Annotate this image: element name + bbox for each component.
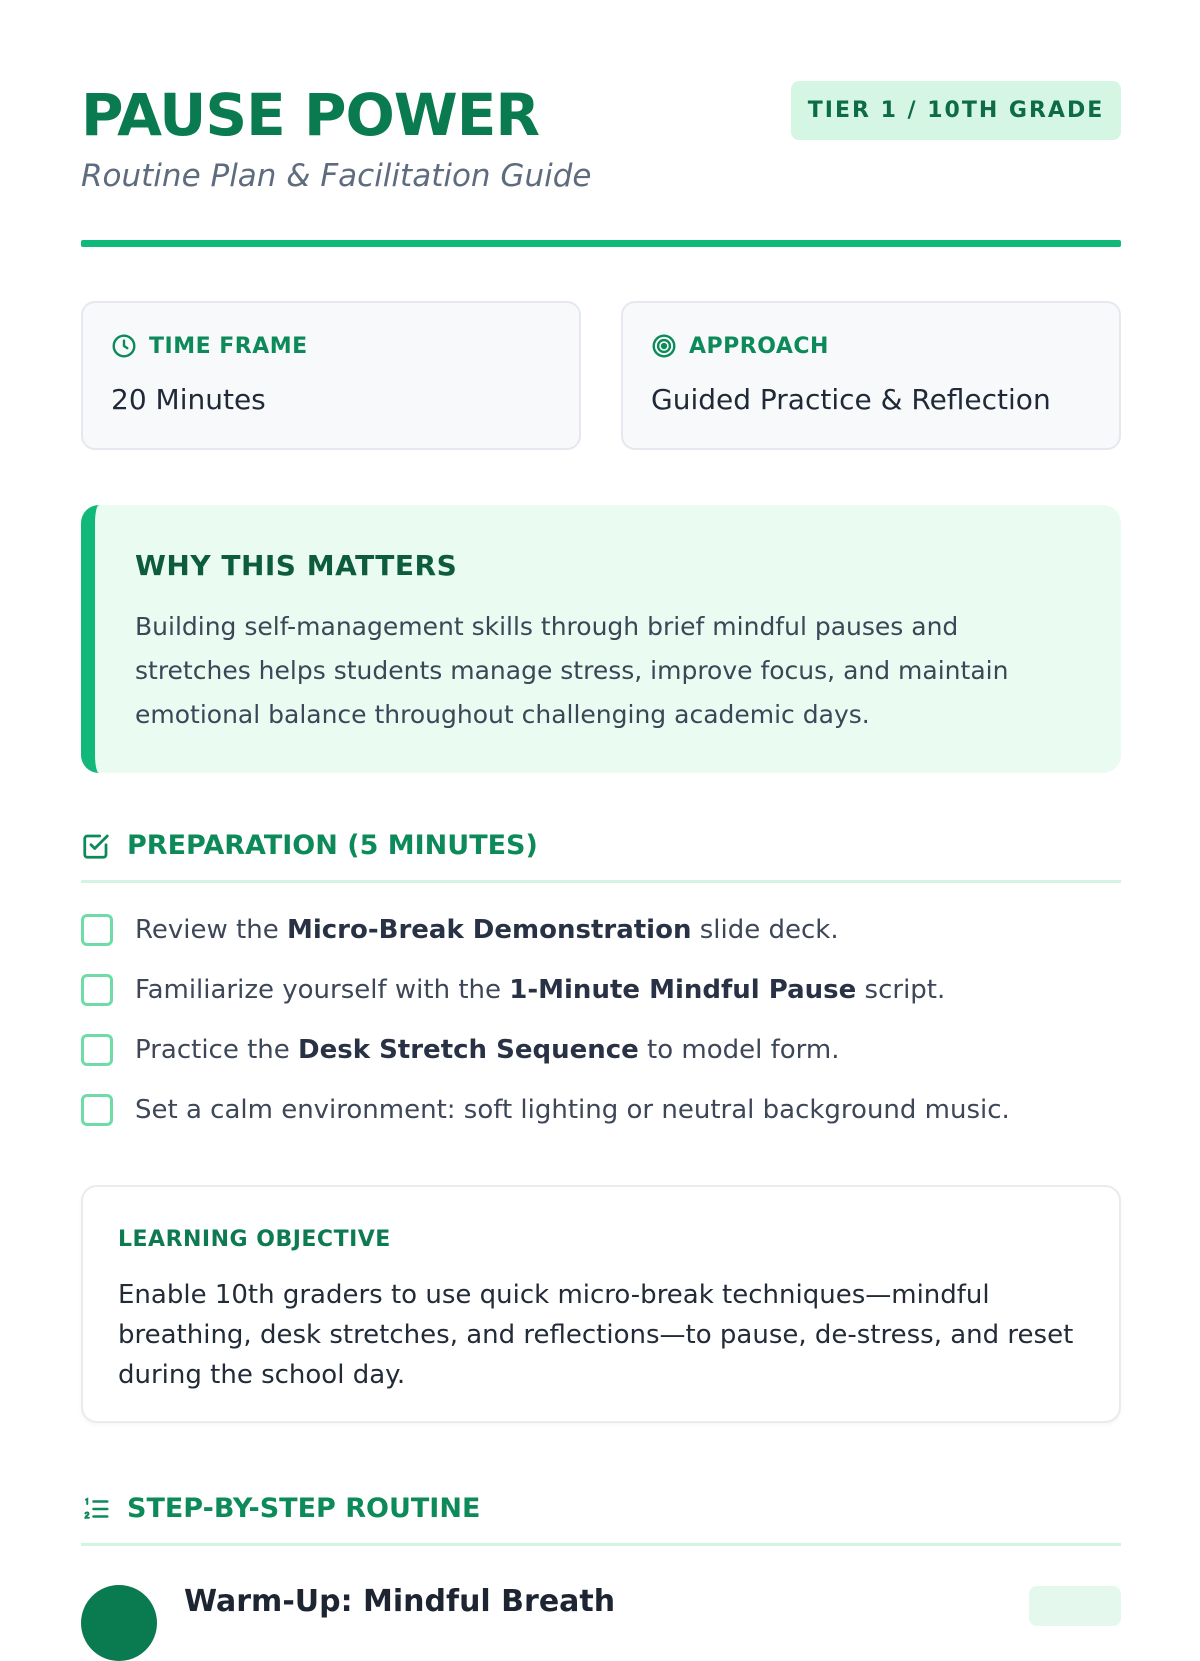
step-title: Warm-Up: Mindful Breath: [184, 1584, 616, 1619]
objective-text: Enable 10th graders to use quick micro-break techniques—mindful breathing, desk stretches, and reflections—to pause, de-stress, and reset during the school day.: [118, 1280, 1074, 1390]
numbered-list-icon: [81, 1494, 111, 1524]
document-page: [81, 0, 1121, 1619]
header: [81, 0, 1121, 248]
header-divider: [81, 240, 1121, 247]
checklist-item[interactable]: [81, 1094, 1010, 1126]
clock-icon: [111, 333, 137, 359]
approach-label: APPROACH: [689, 333, 829, 359]
approach-value: Guided Practice & Reflection: [651, 383, 1051, 416]
step-duration-pill: [1029, 1586, 1121, 1626]
learning-objective-card: [81, 1185, 1121, 1423]
routine-divider: [81, 1543, 1121, 1546]
checklist-item[interactable]: [81, 1034, 840, 1066]
approach-label-row: [651, 333, 829, 359]
routine-heading: [81, 1493, 1121, 1524]
step-number-badge: [81, 1585, 157, 1661]
why-text: Building self-management skills through brief mindful pauses and stretches helps students manage stress, improve focus, and maintain emotional balance throughout challenging academic days.: [135, 612, 1009, 729]
why-this-matters-callout: [81, 505, 1121, 773]
checklist-checkbox[interactable]: [81, 974, 113, 1006]
time-frame-value: 20 Minutes: [111, 383, 266, 416]
checklist-item-text: Review the Micro-Break Demonstration slide deck.: [135, 915, 839, 945]
page-subtitle: Routine Plan & Facilitation Guide: [81, 158, 592, 194]
time-frame-label-row: [111, 333, 308, 359]
checklist-checkbox[interactable]: [81, 1034, 113, 1066]
preparation-heading-text: PREPARATION (5 MINUTES): [127, 830, 538, 861]
checklist-item[interactable]: [81, 914, 839, 946]
preparation-divider: [81, 880, 1121, 883]
checklist-item[interactable]: [81, 974, 945, 1006]
checklist-item-text: Practice the Desk Stretch Sequence to model form.: [135, 1035, 840, 1065]
checklist-checkbox[interactable]: [81, 1094, 113, 1126]
checklist-item-text: Set a calm environment: soft lighting or neutral background music.: [135, 1095, 1010, 1125]
routine-heading-text: STEP-BY-STEP ROUTINE: [127, 1493, 481, 1524]
checklist-checkbox[interactable]: [81, 914, 113, 946]
objective-label: LEARNING OBJECTIVE: [118, 1227, 391, 1252]
target-icon: [651, 333, 677, 359]
preparation-heading: [81, 830, 1121, 861]
page-title: PAUSE POWER: [81, 81, 540, 149]
approach-card: [621, 301, 1121, 450]
tier-badge: TIER 1 / 10TH GRADE: [791, 81, 1121, 140]
checklist-item-text: Familiarize yourself with the 1-Minute Mindful Pause script.: [135, 975, 946, 1005]
checkbox-icon: [81, 831, 111, 861]
time-frame-card: [81, 301, 581, 450]
why-title: WHY THIS MATTERS: [135, 549, 458, 582]
time-frame-label: TIME FRAME: [149, 333, 308, 359]
